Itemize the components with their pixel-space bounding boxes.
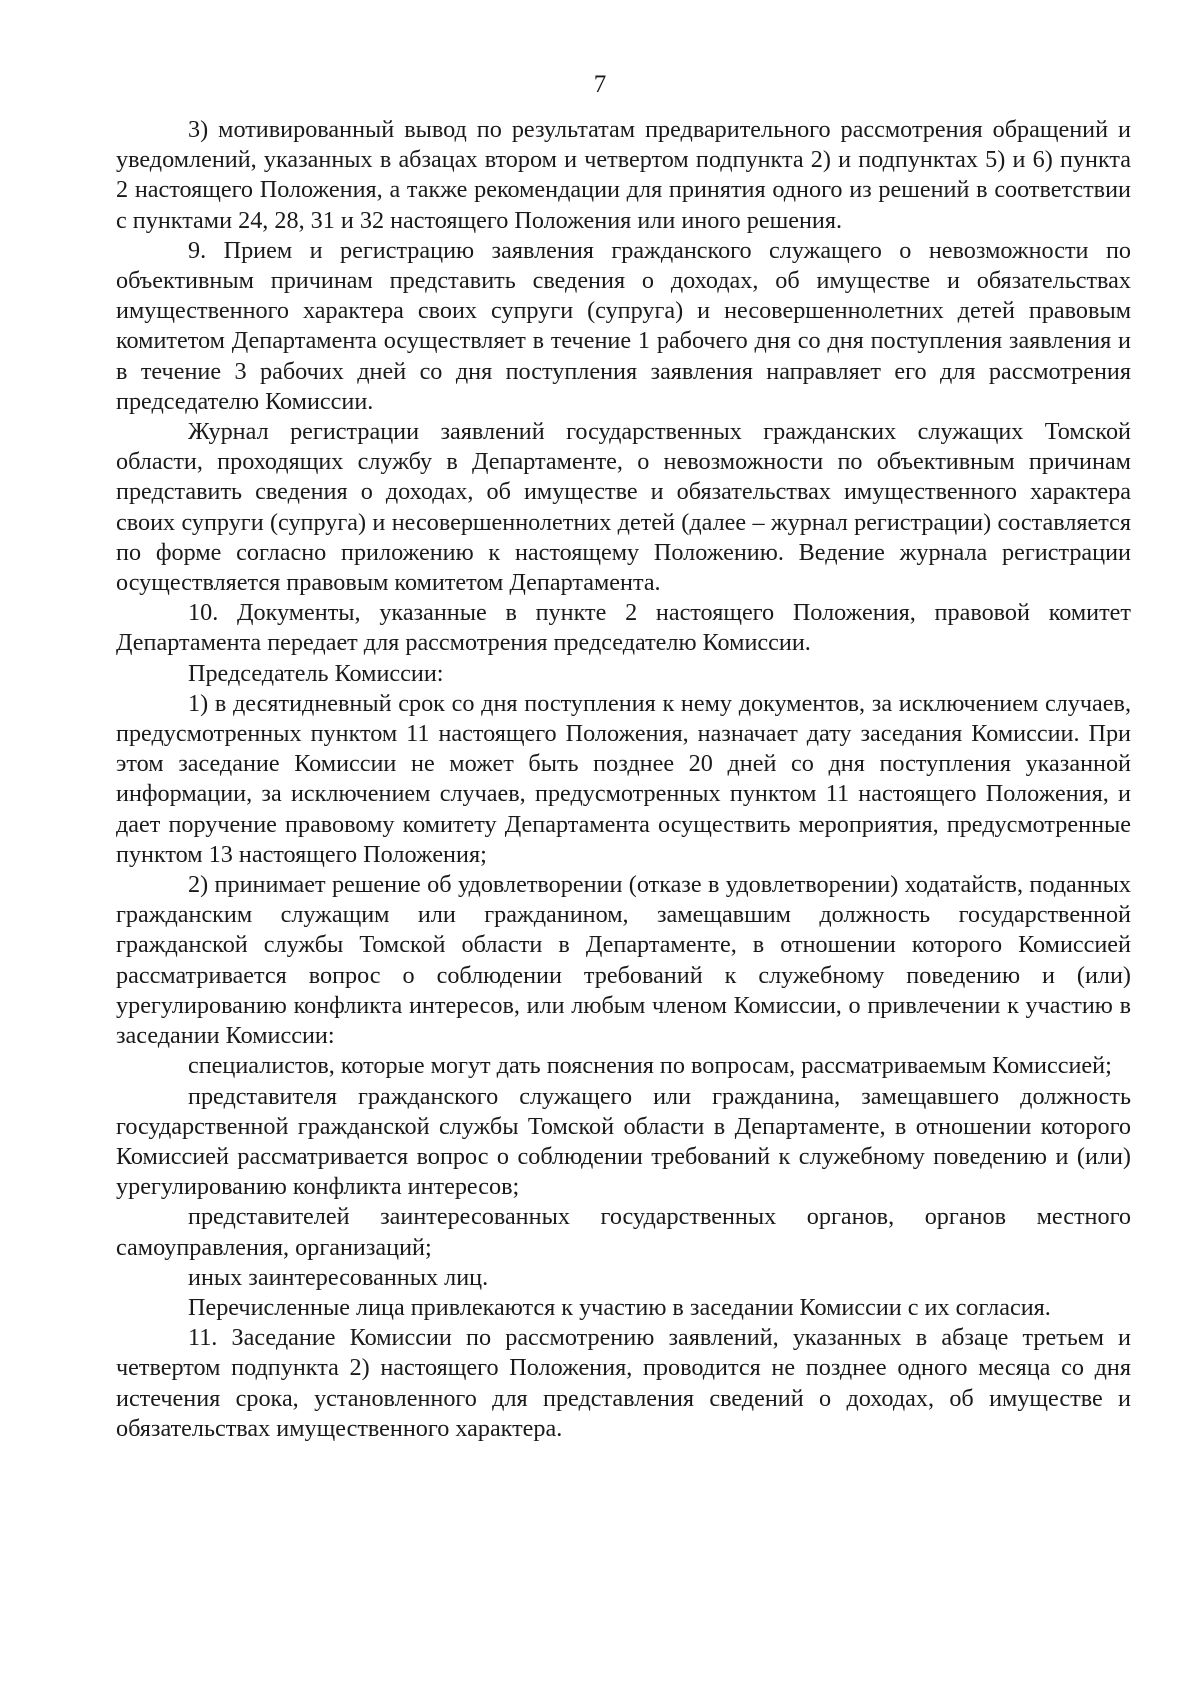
- paragraph: представителей заинтересованных государственных органов, органов местного самоуправления, организаций;: [116, 1203, 1131, 1261]
- paragraph: Перечисленные лица привлекаются к участию в заседании Комиссии с их согласия.: [188, 1293, 1051, 1321]
- paragraph: 2) принимает решение об удовлетворении (отказе в удовлетворении) ходатайств, поданных гражданским служащим или гражданином, замещавшим должность государственной гражданской службы Томской области в Департаменте, в отношении которого Комиссией рассматривается вопрос о соблюдении требований к служебному поведению и (или) урегулированию конфликта интересов, или любым членом Комиссии, о привлечении к участию в заседании Комиссии:: [116, 871, 1131, 1050]
- paragraph: 10. Документы, указанные в пункте 2 настоящего Положения, правовой комитет Департамента передает для рассмотрения председателю Комиссии.: [116, 599, 1131, 657]
- paragraph: Журнал регистрации заявлений государственных гражданских служащих Томской области, проходящих службу в Департаменте, о невозможности по объективным причинам представить сведения о доходах, об имуществе и обязательствах имущественного характера своих супруги (супруга) и несовершеннолетних детей (далее – журнал регистрации) составляется по форме согласно приложению к настоящему Положению. Ведение журнала регистрации осуществляется правовым комитетом Департамента.: [116, 418, 1131, 597]
- page-number: 7: [593, 71, 607, 98]
- paragraph: Председатель Комиссии:: [188, 659, 444, 687]
- document-body: [116, 115, 1131, 1444]
- paragraph: 1) в десятидневный срок со дня поступления к нему документов, за исключением случаев, предусмотренных пунктом 11 настоящего Положения, назначает дату заседания Комиссии. При этом заседание Комиссии не может быть позднее 20 дней со дня поступления указанной информации, за исключением случаев, предусмотренных пунктом 11 настоящего Положения, и дает поручение правовому комитету Департамента осуществить мероприятия, предусмотренные пунктом 13 настоящего Положения;: [116, 689, 1131, 868]
- paragraph: 9. Прием и регистрацию заявления гражданского служащего о невозможности по объективным причинам представить сведения о доходах, об имуществе и обязательствах имущественного характера своих супруги (супруга) и несовершеннолетних детей правовым комитетом Департамента осуществляет в течение 1 рабочего дня со дня поступления заявления и в течение 3 рабочих дней со дня поступления заявления направляет его для рассмотрения председателю Комиссии.: [116, 236, 1131, 415]
- paragraph: 3) мотивированный вывод по результатам предварительного рассмотрения обращений и уведомлений, указанных в абзацах втором и четвертом подпункта 2) и подпунктах 5) и 6) пункта 2 настоящего Положения, а также рекомендации для принятия одного из решений в соответствии с пунктами 24, 28, 31 и 32 настоящего Положения или иного решения.: [116, 116, 1131, 234]
- paragraph: специалистов, которые могут дать пояснения по вопросам, рассматриваемым Комиссией;: [188, 1052, 1112, 1080]
- paragraph: 11. Заседание Комиссии по рассмотрению заявлений, указанных в абзаце третьем и четвертом подпункта 2) настоящего Положения, проводится не позднее одного месяца со дня истечения срока, установленного для представления сведений о доходах, об имуществе и обязательствах имущественного характера.: [116, 1324, 1131, 1442]
- paragraph: иных заинтересованных лиц.: [188, 1263, 489, 1291]
- paragraph: представителя гражданского служащего или гражданина, замещавшего должность государственной гражданской службы Томской области в Департаменте, в отношении которого Комиссией рассматривается вопрос о соблюдении требований к служебному поведению и (или) урегулированию конфликта интересов;: [116, 1082, 1131, 1201]
